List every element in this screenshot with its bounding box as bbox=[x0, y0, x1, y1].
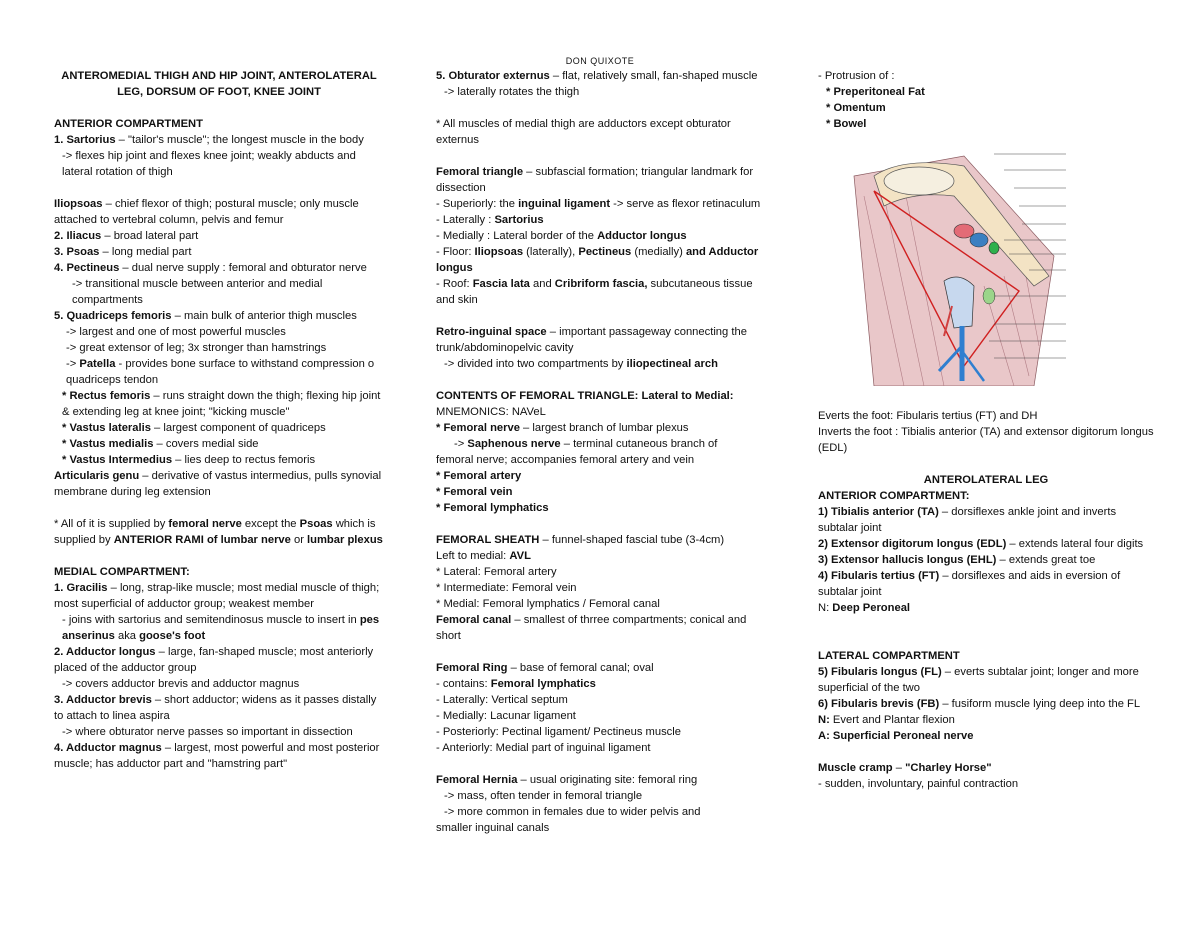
text-line bbox=[54, 260, 384, 276]
text-line bbox=[436, 612, 772, 644]
text: – covers medial side bbox=[153, 438, 259, 450]
text-line bbox=[818, 504, 1154, 536]
text-line bbox=[436, 772, 772, 788]
bold-text: Articularis genu bbox=[54, 470, 140, 482]
text: -> laterally rotates the thigh bbox=[444, 86, 580, 98]
bold-text: 6) Fibularis brevis (FB) bbox=[818, 698, 940, 710]
bold-text: 2. Adductor longus bbox=[54, 646, 156, 658]
blank-line bbox=[436, 756, 772, 772]
text: - Floor: bbox=[436, 246, 475, 258]
text: - Medially : Lateral border of the bbox=[436, 230, 598, 242]
text: femoral nerve; accompanies femoral artery and vein bbox=[436, 454, 695, 466]
text: – terminal cutaneous branch of bbox=[560, 438, 718, 450]
text: and bbox=[529, 278, 555, 290]
text-line bbox=[436, 724, 772, 740]
text: – fusiform muscle lying deep into the FL bbox=[939, 698, 1141, 710]
bold-text: * Femoral vein bbox=[436, 486, 513, 498]
text-line bbox=[436, 404, 772, 420]
text-line bbox=[436, 708, 772, 724]
text-line bbox=[436, 804, 772, 820]
bold-text: Deep Peroneal bbox=[832, 602, 911, 614]
text: – chief flexor of thigh; postural muscle; only muscle attached to vertebral column, pelvis and femur bbox=[54, 198, 359, 226]
text: – usual originating site: femoral ring bbox=[517, 774, 698, 786]
text: * All muscles of medial thigh are adductors except obturator externus bbox=[436, 118, 731, 146]
bold-text: * Femoral nerve bbox=[436, 422, 520, 434]
text: -> divided into two compartments by bbox=[444, 358, 627, 370]
text-line bbox=[54, 452, 384, 468]
text: except the bbox=[241, 518, 300, 530]
blank-line bbox=[818, 632, 1154, 648]
bold-text: LATERAL COMPARTMENT bbox=[818, 650, 960, 662]
text-line bbox=[54, 388, 384, 420]
text-line bbox=[436, 500, 772, 516]
text-line bbox=[436, 68, 772, 84]
bold-text: * Femoral artery bbox=[436, 470, 522, 482]
bold-text: N: bbox=[818, 714, 833, 726]
bold-text: Iliopsoas bbox=[474, 246, 524, 258]
blank-line bbox=[436, 308, 772, 324]
text: - joins with sartorius and semitendinosus muscle to insert in bbox=[62, 614, 360, 626]
bold-text: 3. Adductor brevis bbox=[54, 694, 152, 706]
text: -> where obturator nerve passes so important in dissection bbox=[62, 726, 353, 738]
bold-text: Saphenous nerve bbox=[467, 438, 561, 450]
text-line bbox=[54, 740, 384, 772]
text: – long medial part bbox=[99, 246, 192, 258]
blank-line bbox=[54, 180, 384, 196]
text-line bbox=[54, 676, 384, 692]
bold-text: Muscle cramp bbox=[818, 762, 893, 774]
text: – base of femoral canal; oval bbox=[507, 662, 654, 674]
text-line bbox=[436, 228, 772, 244]
text-line bbox=[54, 468, 384, 500]
bold-text: AVL bbox=[509, 550, 531, 562]
text: – everts subtalar joint; longer and more superficial of the two bbox=[818, 666, 1139, 694]
column-2 bbox=[436, 68, 772, 836]
text: – largest branch of lumbar plexus bbox=[519, 422, 689, 434]
bold-text: Femoral Ring bbox=[436, 662, 508, 674]
protrusion-list bbox=[818, 68, 1154, 132]
bold-text: Adductor longus bbox=[597, 230, 687, 242]
text-line bbox=[54, 116, 384, 132]
text-line bbox=[436, 484, 772, 500]
text: (laterally), bbox=[523, 246, 579, 258]
bold-text: Cribriform fascia, bbox=[554, 278, 648, 290]
text-line bbox=[818, 728, 1154, 744]
text-line bbox=[818, 696, 1154, 712]
text: – largest component of quadriceps bbox=[150, 422, 326, 434]
text-line bbox=[436, 196, 772, 212]
bold-text: * Vastus medialis bbox=[62, 438, 154, 450]
bold-text: inguinal ligament bbox=[518, 198, 611, 210]
bold-text: 4) Fibularis tertius (FT) bbox=[818, 570, 940, 582]
text-line bbox=[54, 340, 384, 356]
text: - Anteriorly: Medial part of inguinal ligament bbox=[436, 742, 651, 754]
text-line bbox=[818, 664, 1154, 696]
text-line bbox=[54, 516, 384, 548]
text-line bbox=[436, 356, 772, 372]
bold-text: 1. Gracilis bbox=[54, 582, 108, 594]
bold-text: 4. Adductor magnus bbox=[54, 742, 162, 754]
text: * Medial: Femoral lymphatics / Femoral canal bbox=[436, 598, 660, 610]
text: – main bulk of anterior thigh muscles bbox=[171, 310, 357, 322]
bold-text: iliopectineal arch bbox=[626, 358, 718, 370]
text: – extends great toe bbox=[996, 554, 1096, 566]
bold-text: ANTERIOR COMPARTMENT bbox=[54, 118, 203, 130]
text: – extends lateral four digits bbox=[1006, 538, 1144, 550]
text-line bbox=[54, 724, 384, 740]
text-line bbox=[436, 324, 772, 356]
blank-line bbox=[436, 100, 772, 116]
bold-text: ANTEROLATERAL LEG bbox=[923, 474, 1049, 486]
text: MNEMONICS: NAVeL bbox=[436, 406, 546, 418]
text: – important passageway connecting the trunk/abdominopelvic cavity bbox=[436, 326, 747, 354]
section-title bbox=[54, 68, 384, 100]
text: Left to medial: bbox=[436, 550, 510, 562]
text-line bbox=[818, 116, 1154, 132]
femoral-triangle-figure bbox=[844, 136, 1072, 386]
text: – long, strap-like muscle; most medial muscle of thigh; most superficial of adductor group; weakest member bbox=[54, 582, 380, 610]
bold-text: 3) Extensor hallucis longus (EHL) bbox=[818, 554, 997, 566]
text: – bbox=[892, 762, 906, 774]
bold-text: ANTERIOR RAMI of lumbar nerve bbox=[113, 534, 291, 546]
text-line bbox=[54, 228, 384, 244]
text-line bbox=[818, 712, 1154, 728]
text: – funnel-shaped fascial tube (3-4cm) bbox=[539, 534, 725, 546]
text: – short adductor; widens as it passes distally to attach to linea aspira bbox=[54, 694, 377, 722]
bold-text: lumbar plexus bbox=[307, 534, 383, 546]
text: smaller inguinal canals bbox=[436, 822, 550, 834]
blank-line bbox=[54, 500, 384, 516]
bold-text: Fascia lata bbox=[472, 278, 530, 290]
text: – flat, relatively small, fan-shaped muscle bbox=[549, 70, 758, 82]
text-line bbox=[818, 776, 1154, 792]
text: (medially) bbox=[631, 246, 686, 258]
text-line bbox=[54, 580, 384, 612]
text-line bbox=[436, 740, 772, 756]
text-line bbox=[54, 324, 384, 340]
blank-line bbox=[818, 456, 1154, 472]
text-line bbox=[436, 548, 772, 564]
text-line bbox=[818, 760, 1154, 776]
blank-line bbox=[436, 644, 772, 660]
text: – "tailor's muscle"; the longest muscle in the body bbox=[115, 134, 364, 146]
text: – derivative of vastus intermedius, pulls synovial membrane during leg extension bbox=[54, 470, 382, 498]
bold-text: A: Superficial Peroneal nerve bbox=[818, 730, 974, 742]
text-line bbox=[54, 148, 384, 180]
text-line bbox=[436, 676, 772, 692]
column-1 bbox=[54, 68, 384, 772]
bold-text: Psoas bbox=[299, 518, 333, 530]
bold-text: CONTENTS OF FEMORAL TRIANGLE: Lateral to Medial: bbox=[436, 390, 734, 402]
bold-text: * Vastus lateralis bbox=[62, 422, 151, 434]
bold-text: * Vastus Intermedius bbox=[62, 454, 173, 466]
text: N: bbox=[818, 602, 833, 614]
text: – broad lateral part bbox=[101, 230, 199, 242]
text: - Superiorly: the bbox=[436, 198, 519, 210]
text: Everts the foot: Fibularis tertius (FT) and DH bbox=[818, 410, 1038, 422]
text-line bbox=[54, 244, 384, 260]
text: - contains: bbox=[436, 678, 491, 690]
text: – lies deep to rectus femoris bbox=[172, 454, 316, 466]
text: Inverts the foot : Tibialis anterior (TA) and extensor digitorum longus (EDL) bbox=[818, 426, 1154, 454]
bold-text: 5. Obturator externus bbox=[436, 70, 550, 82]
bold-text: FEMORAL SHEATH bbox=[436, 534, 540, 546]
text-line bbox=[818, 568, 1154, 600]
text-line bbox=[436, 660, 772, 676]
text-line bbox=[818, 408, 1154, 424]
bold-text: 2. Iliacus bbox=[54, 230, 102, 242]
bold-text: Retro-inguinal space bbox=[436, 326, 547, 338]
text-line bbox=[54, 132, 384, 148]
bold-text: MEDIAL COMPARTMENT: bbox=[54, 566, 190, 578]
text: -> serve as flexor retinaculum bbox=[610, 198, 761, 210]
text-line bbox=[436, 388, 772, 404]
blank-line bbox=[436, 516, 772, 532]
bold-text: Pectineus bbox=[578, 246, 632, 258]
text: -> bbox=[454, 438, 468, 450]
bold-text: * Bowel bbox=[826, 118, 867, 130]
text: - Protrusion of : bbox=[818, 70, 895, 82]
bold-text: 5. Quadriceps femoris bbox=[54, 310, 172, 322]
text: – dorsiflexes ankle joint and inverts subtalar joint bbox=[818, 506, 1117, 534]
text: - Laterally: Vertical septum bbox=[436, 694, 568, 706]
text-line bbox=[436, 692, 772, 708]
bold-text: and Adductor longus bbox=[436, 246, 759, 274]
bold-text: * Omentum bbox=[826, 102, 886, 114]
text-line bbox=[436, 532, 772, 548]
text: – large, fan-shaped muscle; most anteriorly placed of the adductor group bbox=[54, 646, 374, 674]
text-line bbox=[436, 596, 772, 612]
text-line bbox=[436, 84, 772, 100]
text: -> bbox=[66, 358, 80, 370]
text: -> transitional muscle between anterior and medial compartments bbox=[72, 278, 323, 306]
text: - Roof: bbox=[436, 278, 473, 290]
text-line bbox=[54, 564, 384, 580]
text-line bbox=[818, 600, 1154, 616]
bold-text: 1. Sartorius bbox=[54, 134, 116, 146]
text: -> largest and one of most powerful muscles bbox=[66, 326, 286, 338]
text-line bbox=[54, 436, 384, 452]
text: * All of it is supplied by bbox=[54, 518, 169, 530]
text-line bbox=[436, 436, 772, 452]
bold-text: 2) Extensor digitorum longus (EDL) bbox=[818, 538, 1007, 550]
section-title bbox=[818, 472, 1154, 488]
text: -> covers adductor brevis and adductor magnus bbox=[62, 678, 300, 690]
text: -> great extensor of leg; 3x stronger than hamstrings bbox=[66, 342, 327, 354]
text: – dual nerve supply : femoral and obturator nerve bbox=[119, 262, 367, 274]
text: -> mass, often tender in femoral triangle bbox=[444, 790, 643, 802]
text: Evert and Plantar flexion bbox=[832, 714, 955, 726]
text: * Intermediate: Femoral vein bbox=[436, 582, 577, 594]
bold-text: Femoral Hernia bbox=[436, 774, 518, 786]
blank-line bbox=[436, 372, 772, 388]
text: – largest, most powerful and most posterior muscle; has adductor part and "hamstring part" bbox=[54, 742, 380, 770]
text-line bbox=[436, 788, 772, 804]
text: - Laterally : bbox=[436, 214, 495, 226]
column-3 bbox=[818, 68, 1154, 792]
text-line bbox=[54, 196, 384, 228]
text: – runs straight down the thigh; flexing hip joint & extending leg at knee joint; "kicking muscle" bbox=[62, 390, 381, 418]
text-line bbox=[436, 820, 772, 836]
text-line bbox=[54, 356, 384, 388]
bold-text: * Rectus femoris bbox=[62, 390, 151, 402]
text-line bbox=[818, 424, 1154, 456]
text-line bbox=[54, 612, 384, 644]
text-line bbox=[436, 116, 772, 148]
blank-line bbox=[54, 548, 384, 564]
bold-text: ANTERIOR COMPARTMENT: bbox=[818, 490, 970, 502]
text-line bbox=[436, 468, 772, 484]
text: aka bbox=[114, 630, 140, 642]
text-line bbox=[436, 276, 772, 308]
bold-text: ANTEROMEDIAL THIGH AND HIP JOINT, ANTEROLATERAL LEG, DORSUM OF FOOT, KNEE JOINT bbox=[61, 70, 377, 98]
bold-text: goose's foot bbox=[139, 630, 206, 642]
text-line bbox=[818, 536, 1154, 552]
bold-text: * Preperitoneal Fat bbox=[826, 86, 925, 98]
bold-text: Femoral triangle bbox=[436, 166, 524, 178]
bold-text: 3. Psoas bbox=[54, 246, 100, 258]
text: - Posteriorly: Pectinal ligament/ Pectineus muscle bbox=[436, 726, 681, 738]
bold-text: Femoral canal bbox=[436, 614, 512, 626]
text-line bbox=[436, 420, 772, 436]
bold-text: Patella bbox=[79, 358, 116, 370]
anterolateral-leg-notes bbox=[818, 408, 1154, 792]
text: * Lateral: Femoral artery bbox=[436, 566, 557, 578]
text: -> more common in females due to wider pelvis and bbox=[444, 806, 701, 818]
text: or bbox=[290, 534, 308, 546]
bold-text: Iliopsoas bbox=[54, 198, 103, 210]
text-line bbox=[818, 488, 1154, 504]
bold-text: femoral nerve bbox=[168, 518, 242, 530]
text-line bbox=[54, 276, 384, 308]
bold-text: pes anserinus bbox=[62, 614, 380, 642]
bold-text: 1) Tibialis anterior (TA) bbox=[818, 506, 939, 518]
text-line bbox=[818, 648, 1154, 664]
text-line bbox=[436, 164, 772, 196]
anatomy-illustration-icon bbox=[844, 136, 1072, 386]
text-line bbox=[54, 644, 384, 676]
text-line bbox=[818, 84, 1154, 100]
text: -> flexes hip joint and flexes knee joint; weakly abducts and lateral rotation of thigh bbox=[62, 150, 356, 178]
bold-text: Sartorius bbox=[494, 214, 544, 226]
text-line bbox=[54, 420, 384, 436]
text: - sudden, involuntary, painful contraction bbox=[818, 778, 1019, 790]
text: - provides bone surface to withstand compression o quadriceps tendon bbox=[66, 358, 375, 386]
blank-line bbox=[436, 148, 772, 164]
text-line bbox=[818, 552, 1154, 568]
blank-line bbox=[54, 100, 384, 116]
text: subcutaneous tissue and skin bbox=[436, 278, 753, 306]
text-line bbox=[436, 452, 772, 468]
text: – dorsiflexes and aids in eversion of subtalar joint bbox=[818, 570, 1121, 598]
text: – smallest of thrree compartments; conical and short bbox=[436, 614, 747, 642]
text-line bbox=[436, 212, 772, 228]
text: - Medially: Lacunar ligament bbox=[436, 710, 576, 722]
page-header: DON QUIXOTE bbox=[565, 56, 635, 66]
bold-text: * Femoral lymphatics bbox=[436, 502, 549, 514]
text-line bbox=[54, 692, 384, 724]
text-line bbox=[818, 68, 1154, 84]
bold-text: 5) Fibularis longus (FL) bbox=[818, 666, 942, 678]
blank-line bbox=[818, 744, 1154, 760]
text-line bbox=[436, 564, 772, 580]
bold-text: "Charley Horse" bbox=[905, 762, 992, 774]
text-line bbox=[54, 308, 384, 324]
blank-line bbox=[818, 616, 1154, 632]
text-line bbox=[436, 244, 772, 276]
text: which is supplied by bbox=[54, 518, 376, 546]
text-line bbox=[436, 580, 772, 596]
text: – subfascial formation; triangular landmark for dissection bbox=[436, 166, 754, 194]
bold-text: 4. Pectineus bbox=[54, 262, 120, 274]
bold-text: Femoral lymphatics bbox=[490, 678, 596, 690]
text-line bbox=[818, 100, 1154, 116]
